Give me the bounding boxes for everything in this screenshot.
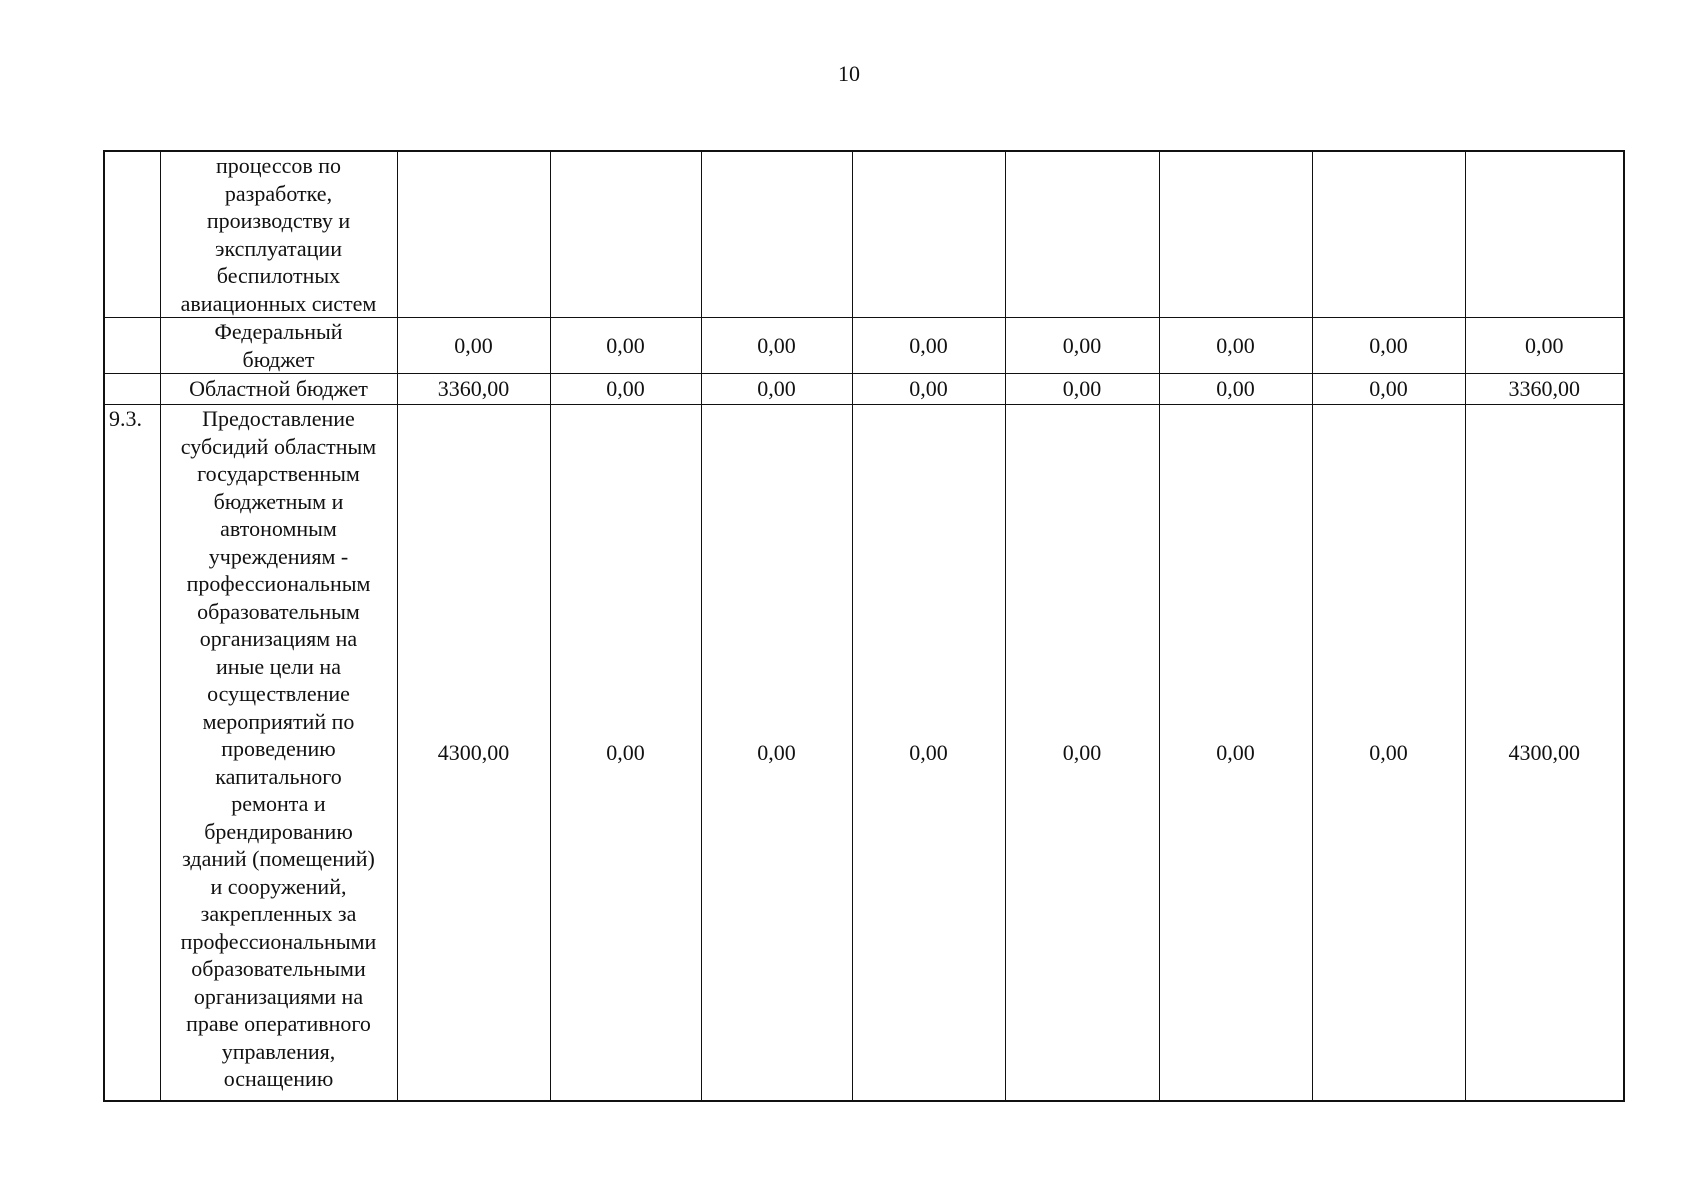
value-cell: 0,00	[701, 405, 852, 1101]
row-name-line: закрепленных за	[200, 901, 357, 926]
row-name-line: проведению	[221, 736, 336, 761]
row-name-line: учреждениям -	[208, 543, 349, 569]
value-cell: 0,00	[1465, 318, 1624, 374]
row-name-line: праве оперативного	[186, 1011, 371, 1036]
row-name-line: зданий (помещений)	[182, 846, 375, 871]
row-number-cell	[104, 318, 160, 374]
value-cell: 0,00	[852, 374, 1005, 405]
value-cell	[1312, 151, 1465, 318]
table-row	[104, 405, 1624, 1101]
budget-table	[103, 150, 1625, 1102]
page-number: 10	[838, 61, 860, 86]
row-name-line: образовательным	[197, 598, 360, 624]
row-name-line: процессов по	[215, 153, 342, 178]
row-name-line: бюджетным и	[213, 488, 344, 514]
row-name-line: Федеральный	[214, 319, 343, 344]
row-name-line: авиационных систем	[180, 290, 377, 316]
value-cell: 0,00	[1005, 374, 1159, 405]
value-cell	[1465, 151, 1624, 318]
value-cell: 0,00	[550, 405, 701, 1101]
row-name-line: профессиональным	[186, 571, 371, 596]
row-name-line: производству и	[206, 208, 351, 233]
value-cell	[1005, 151, 1159, 318]
row-number-cell: 9.3.	[104, 405, 160, 1101]
row-name-cell	[160, 374, 397, 405]
value-cell: 0,00	[1159, 405, 1312, 1101]
table-body	[104, 151, 1624, 1101]
value-cell: 0,00	[550, 318, 701, 374]
row-name-line: ремонта и	[231, 791, 326, 816]
value-cell	[701, 151, 852, 318]
value-cell: 0,00	[1005, 318, 1159, 374]
row-name-cell	[160, 405, 397, 1101]
row-name-line: осуществление	[207, 681, 350, 706]
value-cell: 0,00	[1005, 405, 1159, 1101]
row-name-line: брендированию	[204, 818, 353, 844]
row-name-line: организациям на	[199, 626, 358, 651]
value-cell: 0,00	[1159, 374, 1312, 405]
row-name-line: иные цели на	[216, 653, 341, 679]
value-cell	[397, 151, 550, 318]
value-cell: 0,00	[701, 374, 852, 405]
table-row	[104, 318, 1624, 374]
row-name-line: субсидий областным	[180, 433, 377, 459]
table-row	[104, 151, 1624, 318]
value-cell: 0,00	[550, 374, 701, 405]
row-name-cell	[160, 151, 397, 318]
row-name-line: автономным	[220, 516, 337, 541]
row-name-line: профессиональными	[180, 928, 377, 954]
value-cell: 3360,00	[1465, 374, 1624, 405]
row-name-line: разработке,	[224, 180, 333, 206]
value-cell: 0,00	[701, 318, 852, 374]
value-cell: 0,00	[1159, 318, 1312, 374]
value-cell	[852, 151, 1005, 318]
value-cell: 3360,00	[397, 374, 550, 405]
value-cell: 0,00	[852, 405, 1005, 1101]
value-cell	[550, 151, 701, 318]
row-name-line: организациями на	[193, 983, 364, 1009]
row-name-line: капитального	[215, 763, 342, 789]
row-name-cell	[160, 318, 397, 374]
value-cell: 4300,00	[397, 405, 550, 1101]
value-cell: 0,00	[1312, 374, 1465, 405]
row-name-line: Областной бюджет	[189, 376, 368, 402]
value-cell: 4300,00	[1465, 405, 1624, 1101]
row-name-line: мероприятий по	[202, 708, 355, 734]
row-name-line: управления,	[221, 1038, 336, 1064]
row-name-line: Предоставление	[202, 406, 355, 431]
value-cell: 0,00	[1312, 405, 1465, 1101]
value-cell: 0,00	[1312, 318, 1465, 374]
row-name-line: беспилотных	[216, 263, 341, 288]
row-name-line: и сооружений,	[210, 873, 347, 899]
row-name-line: образовательными	[191, 956, 366, 981]
value-cell	[1159, 151, 1312, 318]
value-cell: 0,00	[397, 318, 550, 374]
row-number-cell	[104, 151, 160, 318]
row-name-line: государственным	[197, 461, 360, 486]
value-cell: 0,00	[852, 318, 1005, 374]
row-name-line: бюджет	[242, 346, 315, 372]
table-row	[104, 374, 1624, 405]
row-number-cell	[104, 374, 160, 405]
row-name-line: оснащению	[223, 1066, 334, 1091]
row-name-line: эксплуатации	[215, 235, 342, 261]
